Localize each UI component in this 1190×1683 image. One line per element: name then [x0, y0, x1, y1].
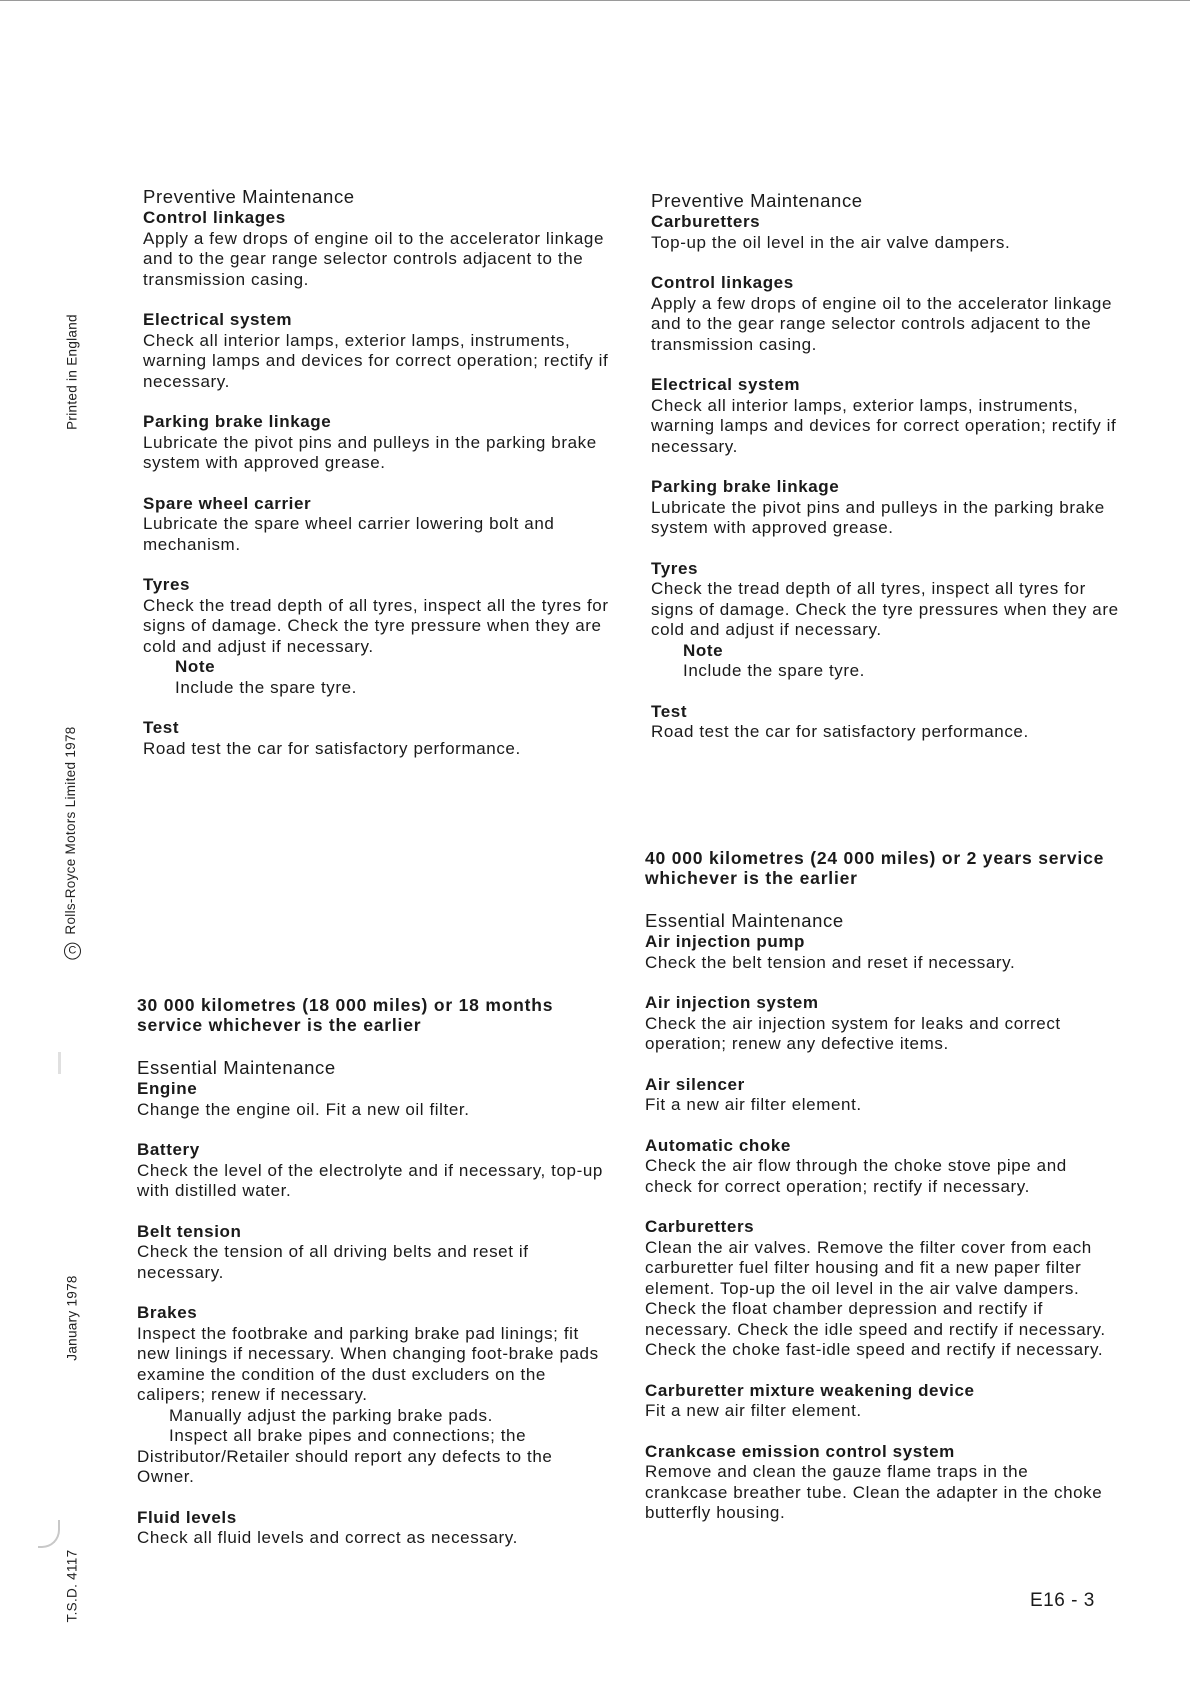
- item-text: Check the tread depth of all tyres, inspect all tyres for signs of damage. Check the tyre pressures when they are cold and adjust if necessary.: [651, 579, 1119, 639]
- maintenance-item-test: [143, 718, 613, 759]
- top-rule: [0, 0, 1190, 1]
- item-title: Belt tension: [137, 1221, 242, 1241]
- item-title: Tyres: [651, 558, 699, 578]
- item-title: Parking brake linkage: [143, 412, 332, 431]
- item-title: Battery: [137, 1140, 200, 1159]
- note-title: Note: [683, 640, 724, 660]
- item-text: Check the air flow through the choke stove pipe and check for correct operation; rectify if necessary.: [645, 1156, 1067, 1196]
- left-column-30000-service: [137, 995, 607, 1569]
- section-heading: Essential Maintenance: [645, 910, 844, 931]
- item-title: Carburetters: [651, 212, 761, 231]
- scan-artifact: [38, 1520, 60, 1548]
- maintenance-item: [645, 1217, 1115, 1361]
- item-text: Check all fluid levels and correct as necessary.: [137, 1528, 518, 1547]
- item-text: Check the air injection system for leaks and correct operation; renew any defective items.: [645, 1013, 1061, 1053]
- maintenance-item: [143, 412, 613, 474]
- maintenance-item-test: [651, 702, 1121, 743]
- item-title: Control linkages: [143, 208, 286, 227]
- maintenance-item-tyres: [651, 559, 1121, 682]
- maintenance-item: [645, 1442, 1115, 1524]
- item-title: Brakes: [137, 1303, 198, 1322]
- item-title: Fluid levels: [137, 1507, 237, 1527]
- item-text: Top-up the oil level in the air valve dampers.: [651, 232, 1011, 252]
- note-text: Include the spare tyre.: [175, 677, 358, 697]
- service-interval-title: 30 000 kilometres (18 000 miles) or 18 months service whichever is the earlier: [137, 995, 554, 1035]
- item-title: Air injection pump: [645, 932, 806, 951]
- item-text: Lubricate the pivot pins and pulleys in the parking brake system with approved grease.: [143, 432, 597, 472]
- item-title: Air silencer: [645, 1074, 745, 1094]
- item-text: Check the tread depth of all tyres, inspect all the tyres for signs of damage. Check the tyre pressure when they are cold and adjust if necessary.: [143, 595, 609, 656]
- maintenance-item: [645, 1075, 1115, 1116]
- copyright-notice: [63, 726, 81, 959]
- maintenance-item: [651, 375, 1121, 457]
- scan-artifact: [58, 1052, 61, 1074]
- item-text: Inspect the footbrake and parking brake pad linings; fit new linings if necessary. When changing foot-brake pads examine the condition of the dust excluders on the calipers; renew if necessary.: [137, 1323, 599, 1404]
- item-title: Automatic choke: [645, 1135, 791, 1155]
- maintenance-item: [143, 310, 613, 392]
- item-text: Apply a few drops of engine oil to the accelerator linkage and to the gear range selector controls adjacent to the transmission casing.: [651, 293, 1113, 354]
- item-text: Remove and clean the gauze flame traps in the crankcase breather tube. Clean the adapter in the choke butterfly housing.: [645, 1462, 1103, 1522]
- item-title: Engine: [137, 1079, 198, 1098]
- item-text: Check the belt tension and reset if necessary.: [645, 952, 1016, 972]
- maintenance-item: [137, 1079, 607, 1120]
- section-heading: Essential Maintenance: [137, 1057, 336, 1078]
- maintenance-item: [645, 1381, 1115, 1422]
- item-text: Lubricate the spare wheel carrier lowering bolt and mechanism.: [143, 514, 555, 554]
- maintenance-item: [137, 1222, 607, 1284]
- item-text: Fit a new air filter element.: [645, 1401, 862, 1420]
- maintenance-item: [645, 1136, 1115, 1198]
- copyright-text: Rolls-Royce Motors Limited 1978: [63, 726, 78, 935]
- item-text: Check the tension of all driving belts and reset if necessary.: [137, 1242, 529, 1282]
- item-title: Parking brake linkage: [651, 477, 840, 496]
- maintenance-item: [645, 932, 1115, 973]
- item-title: Control linkages: [651, 273, 794, 292]
- item-title: Test: [143, 718, 180, 737]
- item-text: Road test the car for satisfactory performance.: [143, 738, 521, 758]
- section-heading: Preventive Maintenance: [651, 190, 863, 211]
- item-title: Electrical system: [651, 375, 801, 394]
- item-title: Carburetters: [645, 1217, 755, 1236]
- maintenance-item: [137, 1140, 607, 1202]
- maintenance-item: [651, 477, 1121, 539]
- page-number: E16 - 3: [1030, 1590, 1095, 1611]
- item-text: Manually adjust the parking brake pads.: [169, 1405, 493, 1425]
- item-text: Road test the car for satisfactory performance.: [651, 722, 1029, 741]
- right-column-preventive: [651, 190, 1121, 763]
- document-reference: T.S.D. 4117: [64, 1549, 80, 1623]
- maintenance-item-brakes: [137, 1303, 607, 1488]
- item-text: Clean the air valves. Remove the filter cover from each carburetter fuel filter housing and fit a new paper filter element. Top-up the oil level in the air valve dampers. Check the float chamber depression and rectify if necessary. Check the idle speed and rectify if necessary. Check the choke fast-idle speed and rectify if necessary.: [645, 1237, 1106, 1359]
- item-title: Crankcase emission control system: [645, 1441, 955, 1461]
- item-text: Check the level of the electrolyte and if necessary, top-up with distilled water.: [137, 1160, 603, 1200]
- printed-in-label: Printed in England: [64, 314, 80, 430]
- item-title: Spare wheel carrier: [143, 493, 312, 513]
- maintenance-item: [651, 273, 1121, 355]
- right-column-40000-service: [645, 848, 1115, 1544]
- service-interval-title: 40 000 kilometres (24 000 miles) or 2 years service whichever is the earlier: [645, 848, 1105, 888]
- maintenance-item: [645, 993, 1115, 1055]
- item-text: Inspect all brake pipes and connections; the Distributor/Retailer should report any defects to the Owner.: [137, 1426, 553, 1486]
- section-heading: Preventive Maintenance: [143, 186, 355, 207]
- note-title: Note: [175, 657, 216, 676]
- item-text: Lubricate the pivot pins and pulleys in the parking brake system with approved grease.: [651, 497, 1105, 537]
- item-text: Check all interior lamps, exterior lamps, instruments, warning lamps and devices for correct operation; rectify if necessary.: [651, 395, 1117, 456]
- note-text: Include the spare tyre.: [683, 661, 866, 680]
- maintenance-item-tyres: [143, 575, 613, 698]
- item-title: Tyres: [143, 575, 191, 594]
- item-title: Electrical system: [143, 310, 293, 329]
- left-column-preventive: [143, 186, 613, 779]
- item-title: Carburetter mixture weakening device: [645, 1380, 975, 1400]
- item-title: Air injection system: [645, 993, 819, 1012]
- maintenance-item-fluid: [137, 1508, 607, 1549]
- maintenance-item: [651, 212, 1121, 253]
- item-text: Fit a new air filter element.: [645, 1095, 862, 1114]
- item-text: Change the engine oil. Fit a new oil filter.: [137, 1099, 470, 1119]
- issue-date: January 1978: [64, 1275, 80, 1361]
- maintenance-item: [143, 208, 613, 290]
- item-title: Test: [651, 701, 688, 721]
- maintenance-item: [143, 494, 613, 556]
- item-text: Apply a few drops of engine oil to the accelerator linkage and to the gear range selector controls adjacent to the transmission casing.: [143, 228, 605, 289]
- copyright-icon: C: [64, 943, 81, 960]
- item-text: Check all interior lamps, exterior lamps, instruments, warning lamps and devices for correct operation; rectify if necessary.: [143, 330, 609, 391]
